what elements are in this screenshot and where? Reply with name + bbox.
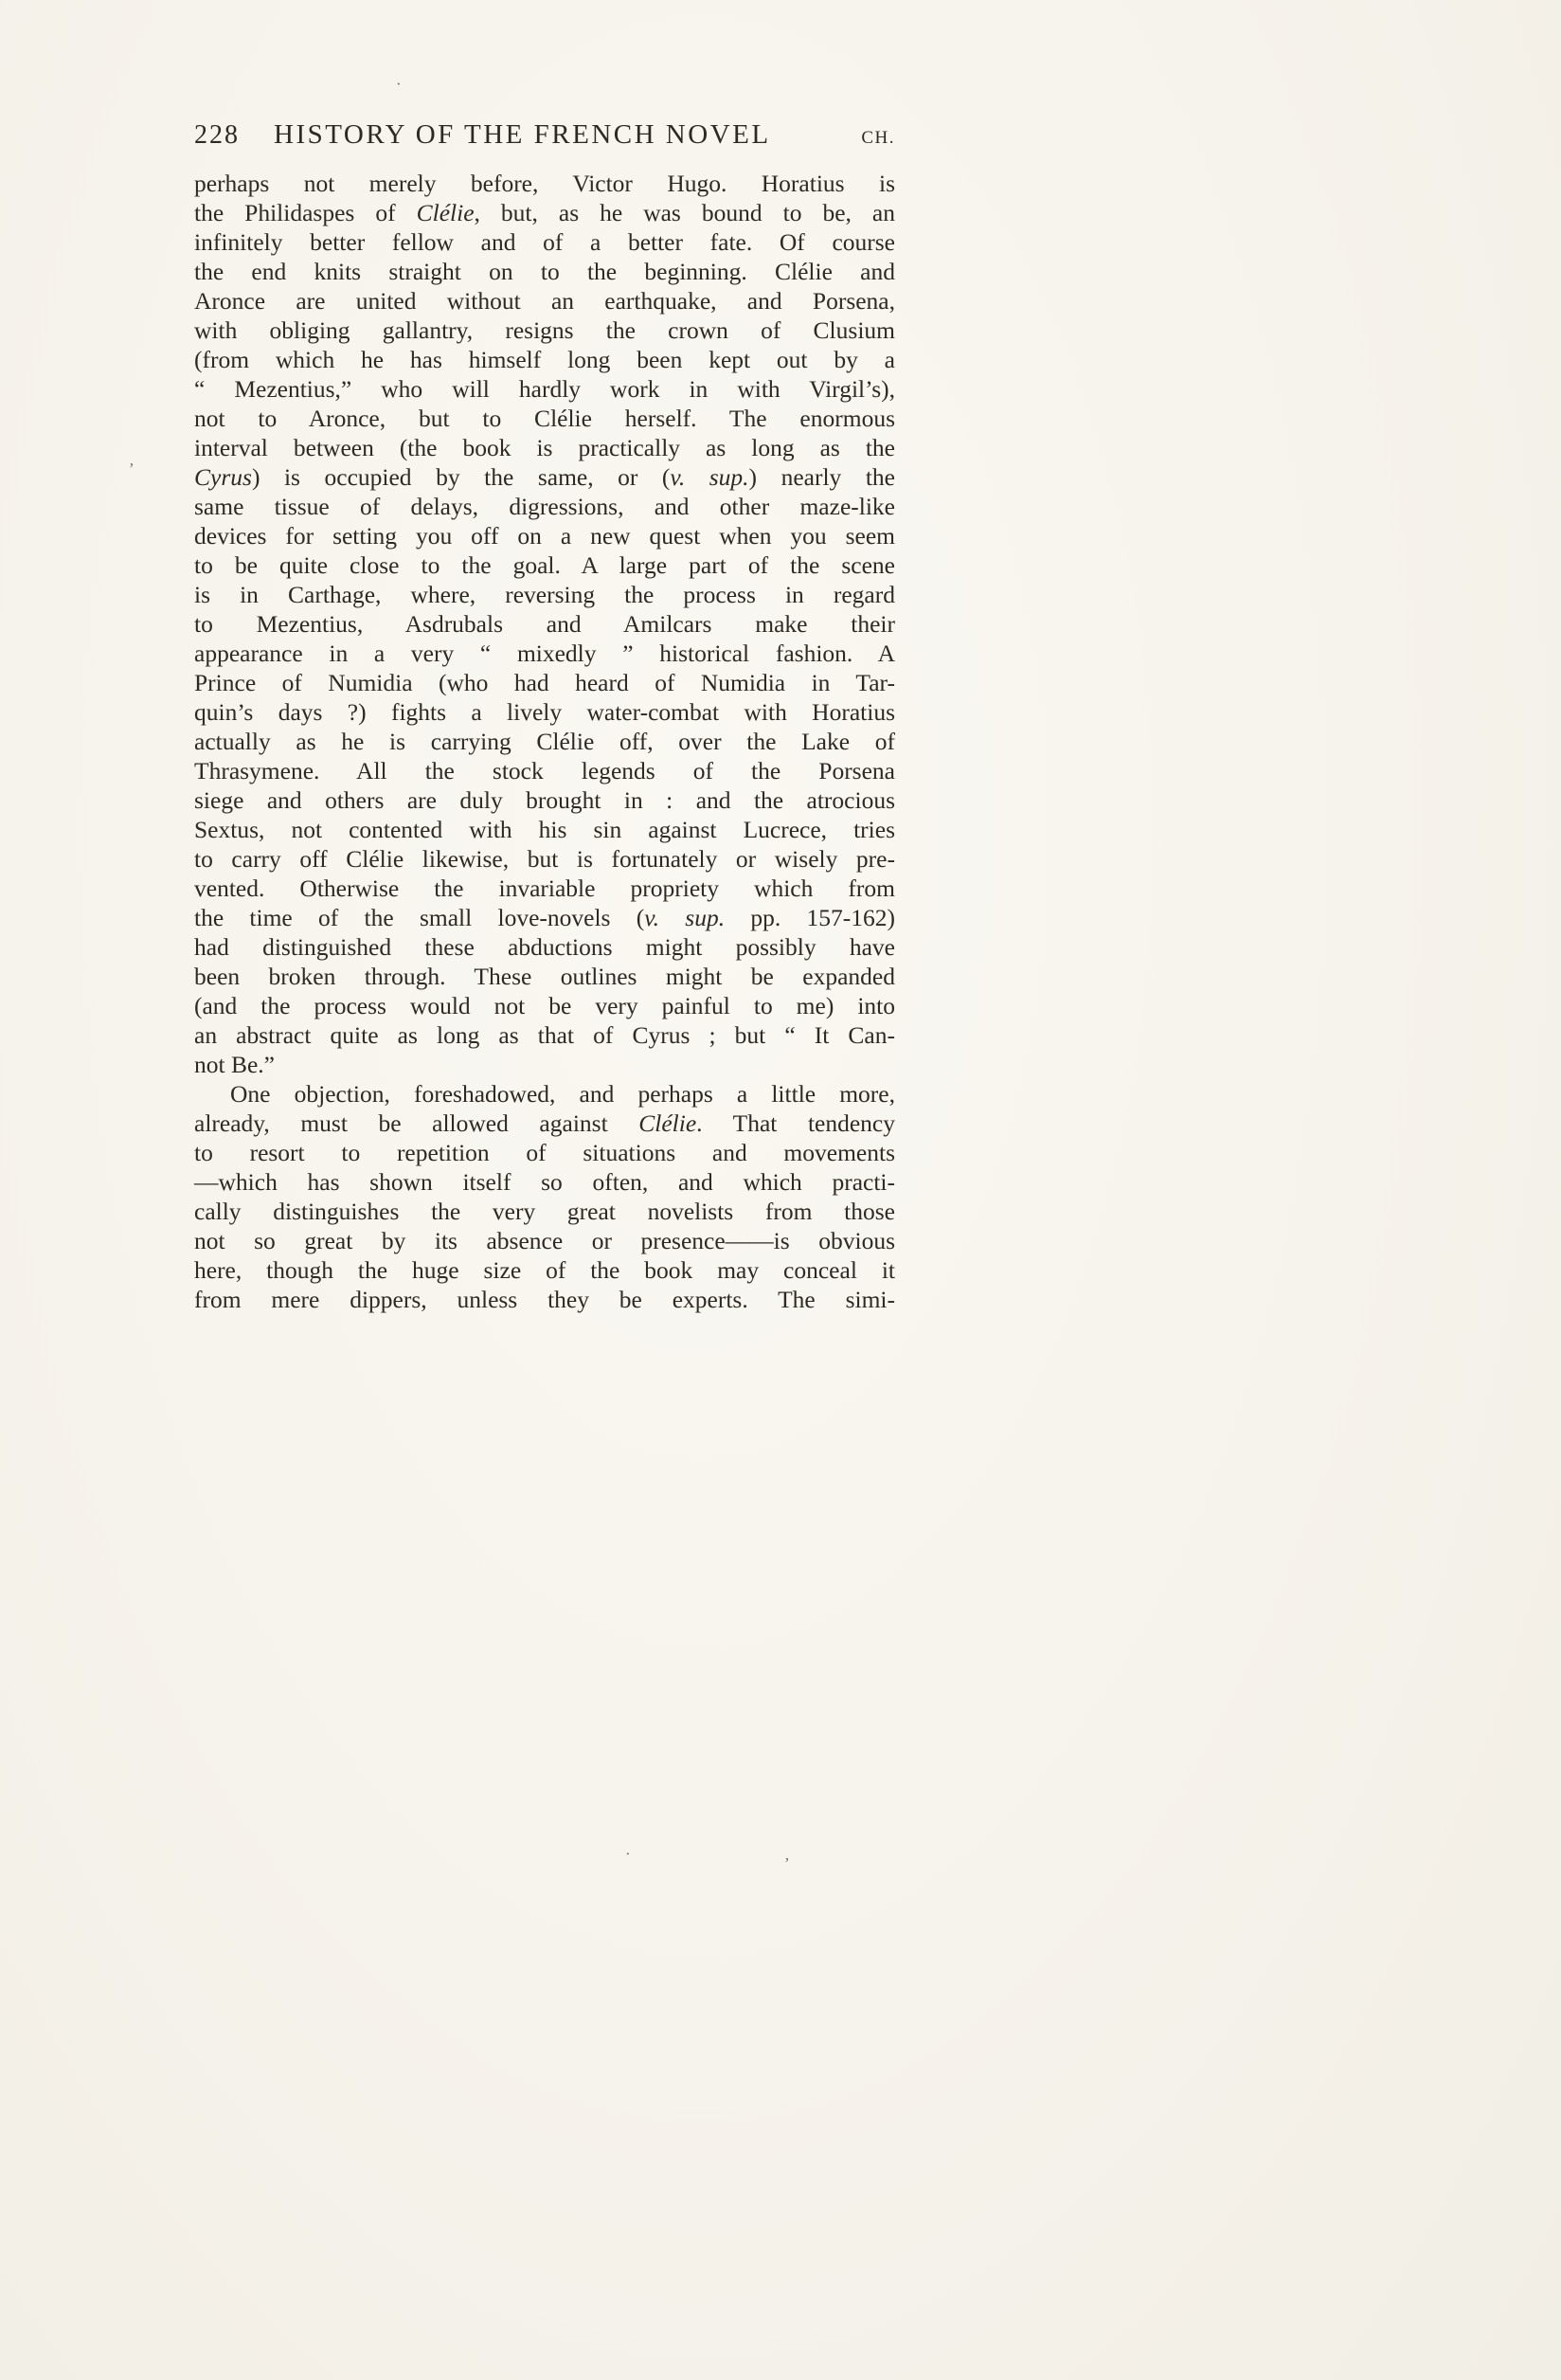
text-segment: —which has shown itself so often, and which practi- (194, 1168, 895, 1196)
italic-text: Clélie (416, 199, 475, 226)
text-line (194, 609, 895, 639)
text-segment: (and the process would not be very painful to me) into (194, 992, 895, 1019)
text-line (194, 697, 895, 727)
text-segment: “ Mezentius,” who will hardly work in with Virgil’s), (194, 375, 895, 403)
text-line (194, 727, 895, 756)
text-block (194, 169, 895, 1314)
text-segment: to be quite close to the goal. A large part of the scene (194, 551, 895, 579)
text-line (194, 1079, 895, 1109)
text-line (194, 345, 895, 374)
text-segment: the end knits straight on to the beginning. Clélie and (194, 258, 895, 285)
text-line (194, 433, 895, 462)
text-segment: actually as he is carrying Clélie off, over the Lake of (194, 728, 895, 755)
text-segment: perhaps not merely before, Victor Hugo. Horatius is (194, 170, 895, 197)
text-line (194, 404, 895, 433)
chapter-marker: CH. (861, 128, 895, 148)
text-segment: the Philidaspes of (194, 199, 417, 226)
scan-artifact: · (396, 75, 402, 93)
text-line (194, 1255, 895, 1285)
text-line (194, 1109, 895, 1138)
text-line (194, 785, 895, 815)
scan-artifact: ’ (784, 1854, 790, 1872)
text-segment: (from which he has himself long been kept out by a (194, 346, 895, 373)
text-segment: One objection, foreshadowed, and perhaps a little more, (230, 1080, 895, 1108)
italic-text: Cyrus (194, 463, 252, 491)
text-segment: siege and others are duly brought in : and the atrocious (194, 786, 895, 814)
text-line (194, 198, 895, 227)
text-segment: Prince of Numidia (who had heard of Numidia in Tar- (194, 669, 895, 696)
italic-text: v. sup. (644, 904, 726, 931)
text-segment: same tissue of delays, digressions, and other maze-like (194, 493, 895, 520)
text-segment: vented. Otherwise the invariable propriety which from (194, 874, 895, 902)
text-line (194, 932, 895, 962)
text-line (194, 991, 895, 1020)
text-line (194, 227, 895, 257)
text-segment: been broken through. These outlines might be expanded (194, 963, 895, 990)
text-segment: the time of the small love-novels ( (194, 904, 645, 931)
page-header (194, 119, 895, 151)
text-line (194, 1020, 895, 1050)
scan-artifact: ’ (129, 460, 135, 478)
text-line (194, 1285, 895, 1314)
text-line (194, 580, 895, 609)
text-line (194, 844, 895, 874)
text-segment: devices for setting you off on a new quest when you seem (194, 522, 895, 550)
text-line (194, 668, 895, 697)
running-title: HISTORY OF THE FRENCH NOVEL (274, 119, 771, 150)
text-line (194, 374, 895, 404)
text-line (194, 903, 895, 932)
text-segment: is in Carthage, where, reversing the process in regard (194, 581, 895, 608)
paragraph (194, 1079, 895, 1314)
text-segment: , but, as he was bound to be, an (474, 199, 895, 226)
text-segment: Sextus, not contented with his sin against Lucrece, tries (194, 816, 895, 843)
text-line (194, 550, 895, 580)
text-line (194, 639, 895, 668)
text-line (194, 874, 895, 903)
text-segment: an abstract quite as long as that of Cyrus ; but “ It Can- (194, 1021, 895, 1049)
text-segment: had distinguished these abductions might possibly have (194, 933, 895, 961)
text-segment: infinitely better fellow and of a better fate. Of course (194, 228, 895, 256)
text-segment: to Mezentius, Asdrubals and Amilcars make their (194, 610, 895, 638)
text-line (194, 286, 895, 316)
text-segment: with obliging gallantry, resigns the crown of Clusium (194, 316, 895, 344)
text-segment: ) nearly the (748, 463, 895, 491)
paragraph (194, 169, 895, 1079)
text-segment: pp. 157-162) (725, 904, 895, 931)
text-segment: already, must be allowed against (194, 1109, 639, 1137)
italic-text: Clélie (638, 1109, 697, 1137)
text-segment: not to Aronce, but to Clélie herself. The enormous (194, 405, 895, 432)
text-segment: ) is occupied by the same, or ( (251, 463, 671, 491)
text-segment: cally distinguishes the very great novelists from those (194, 1198, 895, 1225)
text-line (194, 1050, 895, 1079)
text-line (194, 257, 895, 286)
text-line (194, 1226, 895, 1255)
text-line (194, 521, 895, 550)
text-segment: to resort to repetition of situations and movements (194, 1139, 895, 1166)
text-line (194, 492, 895, 521)
italic-text: v. sup. (670, 463, 749, 491)
text-line (194, 1167, 895, 1197)
text-line (194, 1138, 895, 1167)
text-segment: Aronce are united without an earthquake, and Porsena, (194, 287, 895, 315)
text-segment: . That tendency (696, 1109, 895, 1137)
scan-artifact: · (625, 1845, 631, 1863)
text-segment: appearance in a very “ mixedly ” historical fashion. A (194, 640, 895, 667)
text-segment: not so great by its absence or presence——is obvious (194, 1227, 895, 1254)
text-segment: from mere dippers, unless they be experts. The simi- (194, 1286, 895, 1313)
text-segment: quin’s days ?) fights a lively water-combat with Horatius (194, 698, 895, 726)
text-segment: not Be.” (194, 1051, 275, 1078)
page-number: 228 (194, 120, 240, 150)
text-line (194, 169, 895, 198)
text-segment: interval between (the book is practically as long as the (194, 434, 895, 461)
text-segment: here, though the huge size of the book may conceal it (194, 1256, 895, 1284)
text-line (194, 1197, 895, 1226)
text-line (194, 962, 895, 991)
text-segment: Thrasymene. All the stock legends of the Porsena (194, 757, 895, 784)
text-segment: to carry off Clélie likewise, but is fortunately or wisely pre- (194, 845, 895, 873)
text-line (194, 462, 895, 492)
text-line (194, 815, 895, 844)
header-left (194, 119, 771, 151)
text-line (194, 756, 895, 785)
text-line (194, 316, 895, 345)
